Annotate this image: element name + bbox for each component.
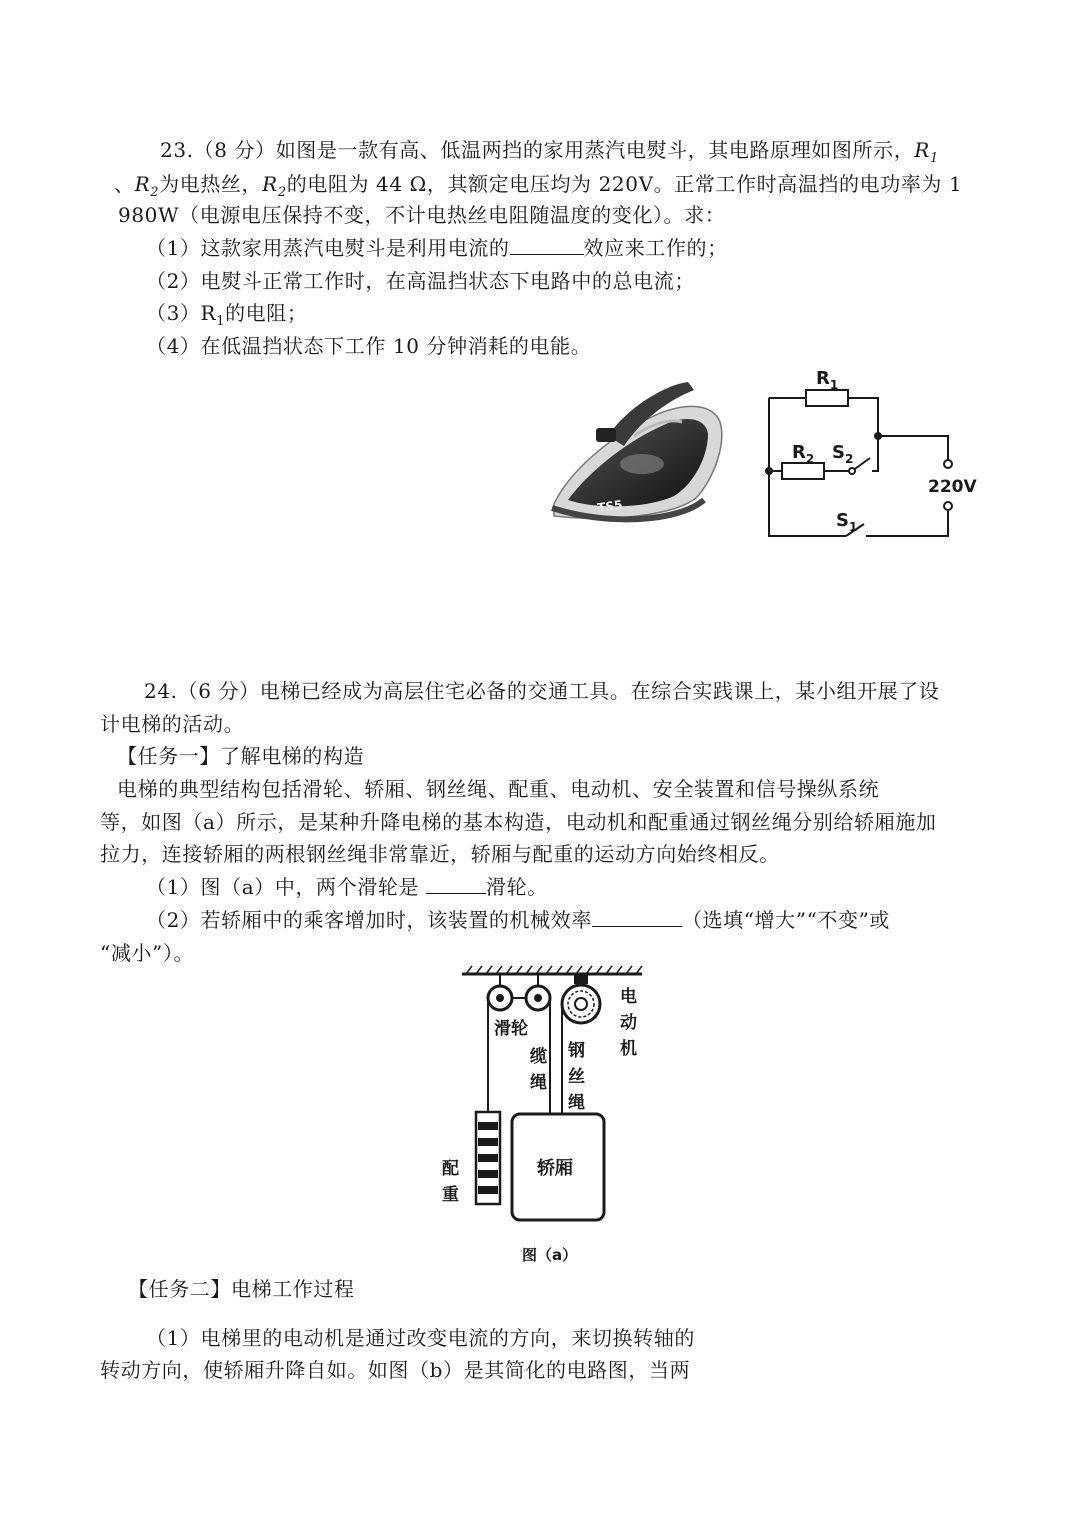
car-label: 轿厢 — [537, 1158, 573, 1179]
s2-label: $S_2$ — [832, 442, 854, 466]
task1-paragraph-3: 拉力，连接轿厢的两根钢丝绳非常靠近，轿厢与配重的运动方向始终相反。 — [100, 842, 780, 866]
steel-rope-label — [567, 1040, 585, 1113]
r2-symbol: $R_2$ — [134, 172, 160, 200]
q23-line-1 — [160, 136, 939, 173]
answer-blank — [592, 906, 682, 927]
q24-sub2-pre: （2）若轿厢中的乘客增加时，该装置的机械效率 — [146, 908, 592, 932]
steel-rope-char-2: 丝 — [568, 1067, 585, 1087]
q24-subquestion-2 — [146, 906, 890, 934]
q24-line-1: 24.（6 分）电梯已经成为高层住宅必备的交通工具。在综合实践课上，某小组开展了设 — [144, 679, 940, 703]
iron-brand-label: TS5 — [596, 497, 624, 515]
pulley-label: 滑轮 — [494, 1019, 528, 1039]
q23-line2-text-c: 的电阻为 44 Ω，其额定电压均为 220V。正常工作时高温挡的电功率为 1 — [286, 172, 963, 196]
q24-subquestion-1 — [146, 873, 548, 901]
cable-label-char-1: 缆 — [530, 1047, 547, 1067]
cable-label — [530, 1046, 547, 1093]
answer-blank — [510, 234, 584, 255]
motor-char-1: 电 — [620, 987, 637, 1007]
q23-sub3-pre: （3）R — [146, 301, 217, 325]
counterweight-char-2: 重 — [442, 1185, 459, 1205]
voltage-label: 220V — [928, 477, 977, 497]
task2-line-1: （1）电梯里的电动机是通过改变电流的方向，来切换转轴的 — [146, 1326, 695, 1350]
counterweight-char-1: 配 — [442, 1159, 459, 1179]
task1-paragraph-2: 等，如图（a）所示，是某种升降电梯的基本构造，电动机和配重通过钢丝绳分别给轿厢施加 — [100, 810, 937, 834]
r1-symbol: $R_1$ — [914, 138, 939, 166]
q24-subquestion-2-line-2: “减小”）。 — [100, 941, 195, 965]
q23-line2-text-b: 为电热丝， — [159, 172, 263, 196]
q23-line1-text: 23.（8 分）如图是一款有高、低温两挡的家用蒸汽电熨斗，其电路原理如图所示， — [160, 138, 915, 162]
counterweight-label — [442, 1158, 459, 1205]
q23-line-3: 980W（电源电压保持不变，不计电热丝电阻随温度的变化）。求： — [118, 203, 726, 227]
task1-paragraph-1: 电梯的典型结构包括滑轮、轿厢、钢丝绳、配重、电动机、安全装置和信号操纵系统 — [117, 777, 880, 801]
r2-label: $R_2$ — [792, 442, 815, 466]
task1-title: 【任务一】了解电梯的构造 — [117, 744, 365, 768]
resistor-r2 — [782, 463, 824, 479]
r1-label: $R_1$ — [816, 368, 839, 392]
cable-label-char-2: 绳 — [530, 1073, 547, 1093]
q23-line2-comma: 、 — [114, 172, 135, 196]
figure-a-caption: 图（a） — [522, 1246, 578, 1264]
q23-subquestion-2: （2）电熨斗正常工作时，在高温挡状态下电路中的总电流； — [146, 269, 695, 293]
q23-subquestion-3 — [146, 299, 307, 336]
terminal-top — [944, 460, 952, 468]
q24-sub1-post: 滑轮。 — [486, 875, 548, 899]
task2-line-2: 转动方向，使轿厢升降自如。如图（b）是其简化的电路图，当两 — [100, 1358, 691, 1382]
q23-subquestion-4: （4）在低温挡状态下工作 10 分钟消耗的电能。 — [146, 334, 592, 358]
motor-char-3: 机 — [620, 1039, 637, 1059]
q23-subquestion-1 — [146, 234, 728, 262]
elevator-diagram — [436, 964, 650, 1274]
resistor-r1 — [806, 390, 848, 406]
q23-sub1-pre: （1）这款家用蒸汽电熨斗是利用电流的 — [146, 236, 510, 260]
r2-symbol-2: $R_2$ — [262, 172, 287, 200]
q23-sub3-subscript: 1 — [216, 314, 226, 329]
steel-rope-char-1: 钢 — [568, 1041, 585, 1061]
s1-label: $S_1$ — [836, 510, 858, 534]
answer-blank — [426, 873, 486, 894]
steel-rope-char-3: 绳 — [568, 1093, 585, 1113]
motor-label — [620, 986, 637, 1059]
terminal-bottom — [944, 502, 952, 510]
task2-title: 【任务二】电梯工作过程 — [128, 1277, 355, 1301]
q24-line-2: 计电梯的活动。 — [100, 712, 245, 736]
circuit-diagram — [752, 360, 982, 550]
q23-sub1-post: 效应来工作的； — [583, 236, 728, 260]
steam-iron-image — [548, 376, 730, 536]
q24-sub1-pre: （1）图（a）中，两个滑轮是 — [146, 875, 427, 899]
q24-sub2-post: （选填“增大”“不变”或 — [681, 908, 891, 932]
q23-sub3-post: 的电阻； — [225, 301, 308, 325]
motor-char-2: 动 — [620, 1013, 637, 1033]
